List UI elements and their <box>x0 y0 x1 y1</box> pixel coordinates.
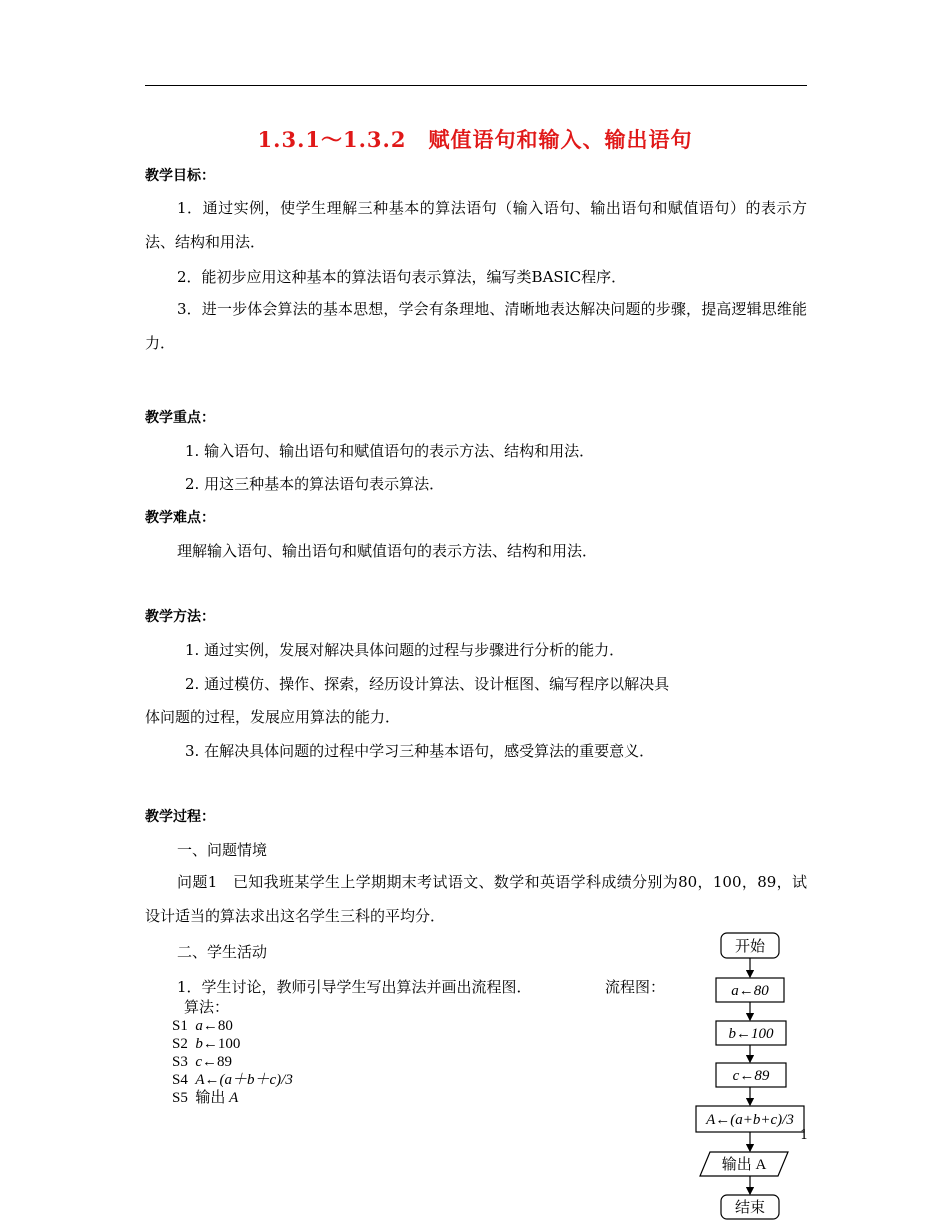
flow-step-4-label: A←(a+b+c)/3 <box>706 1112 794 1128</box>
algorithm-step-5 <box>172 1089 293 1107</box>
goals-heading: 教学目标： <box>145 168 215 184</box>
method-item-2: 2. 通过模仿、操作、探索，经历设计算法、设计框图、编写程序以解决具 <box>185 675 670 693</box>
key-point-1: 1. 输入语句、输出语句和赋值语句的表示方法、结构和用法． <box>185 442 595 460</box>
key-point-2: 2. 用这三种基本的算法语句表示算法． <box>185 475 445 493</box>
flow-output-label: 输出 A <box>721 1157 767 1173</box>
section-problem-context: 一、问题情境 <box>177 841 268 859</box>
step-variable: A <box>229 1090 239 1106</box>
step-variable: a <box>195 1018 203 1034</box>
flow-step-3-label: c←89 <box>732 1068 770 1084</box>
step-value: ←89 <box>202 1054 233 1070</box>
problem-1: 问题1 已知我班某学生上学期期末考试语文、数学和英语学科成绩分别为80，100，89，试设计适当的算法求出这名学生三科的平均分． <box>145 873 807 925</box>
algorithm-step-3 <box>172 1053 293 1071</box>
step-number: S3 <box>172 1054 188 1070</box>
difficulty-text: 理解输入语句、输出语句和赋值语句的表示方法、结构和用法． <box>177 542 598 560</box>
goal-item-3: 3．进一步体会算法的基本思想，学会有条理地、清晰地表达解决问题的步骤，提高逻辑思维能力． <box>145 300 807 352</box>
page-title: 1.3.1～1.3.2 赋值语句和输入、输出语句 <box>257 127 693 152</box>
flow-step-2-label: b←100 <box>728 1026 774 1042</box>
step-variable: c <box>195 1054 203 1070</box>
step-value: ←100 <box>202 1036 241 1052</box>
flow-end-label: 结束 <box>734 1200 766 1216</box>
algorithm-step-1 <box>172 1017 293 1035</box>
step-text: 输出 <box>195 1090 226 1106</box>
step-number: S5 <box>172 1090 188 1106</box>
step-number: S4 <box>172 1072 188 1088</box>
key-points-heading: 教学重点： <box>145 410 215 426</box>
goal-item-2: 2．能初步应用这种基本的算法语句表示算法，编写类BASIC程序． <box>177 268 627 286</box>
algorithm-step-4 <box>172 1071 293 1089</box>
algorithm-step-2 <box>172 1035 293 1053</box>
step-expression: A←(a＋b＋c)/3 <box>195 1072 293 1088</box>
page-number: 1 <box>800 1128 809 1143</box>
flowchart-label: 流程图： <box>605 978 666 996</box>
method-item-2-cont: 体问题的过程，发展应用算法的能力． <box>145 708 401 726</box>
flowchart <box>690 925 820 1222</box>
methods-heading: 教学方法： <box>145 609 215 625</box>
header-rule <box>145 85 807 86</box>
algorithm-block <box>172 999 293 1107</box>
difficulties-heading: 教学难点： <box>145 510 215 526</box>
algorithm-label: 算法： <box>184 1000 230 1016</box>
flow-step-1-label: a←80 <box>731 983 769 999</box>
process-heading: 教学过程： <box>145 809 215 825</box>
step-number: S2 <box>172 1036 188 1052</box>
step-variable: b <box>195 1036 203 1052</box>
section-student-activity: 二、学生活动 <box>177 943 268 961</box>
step-number: S1 <box>172 1018 188 1034</box>
activity-item-1: 1．学生讨论，教师引导学生写出算法并画出流程图． <box>177 978 532 996</box>
step-value: ←80 <box>202 1018 233 1034</box>
goal-item-1: 1．通过实例，使学生理解三种基本的算法语句（输入语句、输出语句和赋值语句）的表示方法、结构和用法． <box>145 199 807 251</box>
method-item-1: 1. 通过实例，发展对解决具体问题的过程与步骤进行分析的能力． <box>185 641 625 659</box>
flow-start-label: 开始 <box>734 939 766 955</box>
method-item-3: 3. 在解决具体问题的过程中学习三种基本语句，感受算法的重要意义． <box>185 742 655 760</box>
